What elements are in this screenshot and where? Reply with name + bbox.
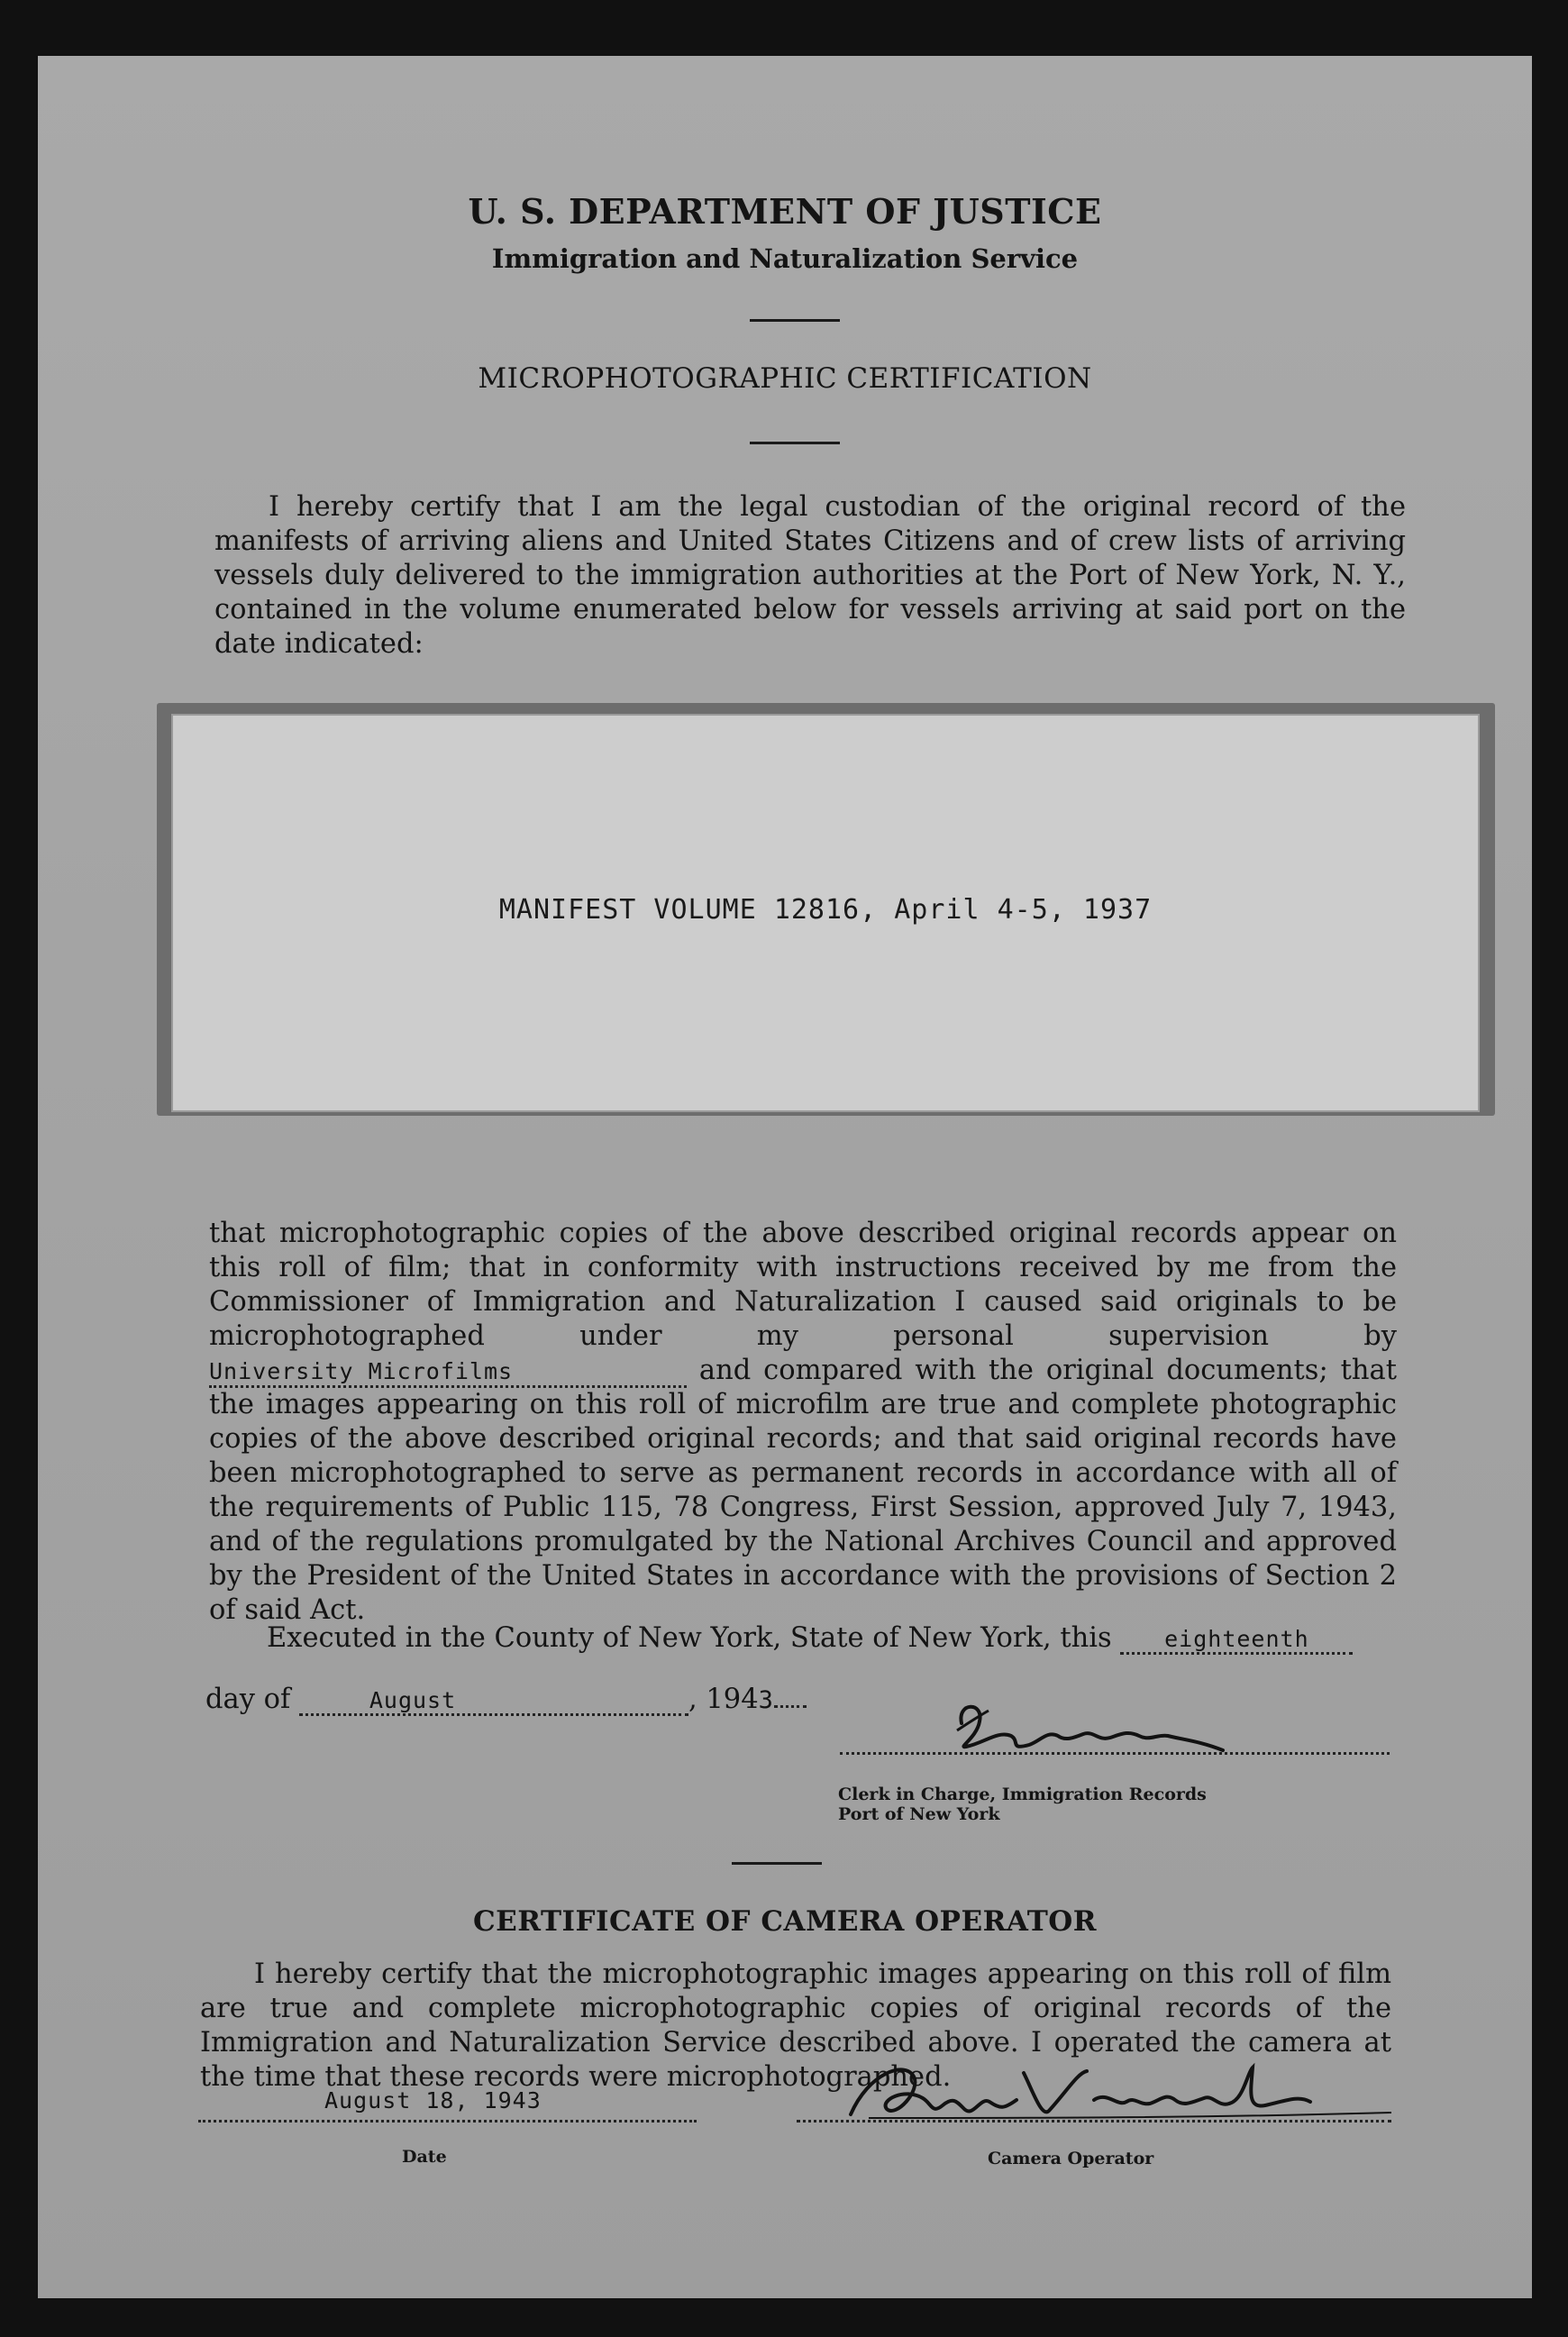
camera-operator-paragraph: I hereby certify that the microphotographic images appearing on this roll of film are true and complete microphotographic copies of original records of the Immigration and Naturalization Service described above. I operated the camera at the time that these records were microphotographed. bbox=[200, 1958, 1391, 2093]
camera-operator-title: CERTIFICATE OF CAMERA OPERATOR bbox=[472, 1905, 1098, 1938]
date-label: Date bbox=[402, 2147, 447, 2167]
year-prefix: , 194 bbox=[688, 1684, 759, 1715]
divider-rule bbox=[750, 319, 840, 322]
operator-signature-area bbox=[797, 2055, 1391, 2136]
body-text-part2: and compared with the original documents; that the images appearing on this roll of microfilm are true and complete photographic copies of the above described original records; and that said original records have been microphotographed to serve as permanent records in accordance with all of the requirements of Public 115, 78 Congress, First Session, approved July 7, 1943, and of the regulations promulgated by the National Archives Council and approved by the President of the United States in accordance with the provisions of Section 2 of said Act. bbox=[209, 1355, 1397, 1626]
certificate-sheet bbox=[38, 56, 1532, 2298]
execution-line bbox=[267, 1622, 1402, 1655]
supervised-by-field bbox=[209, 1357, 687, 1388]
date-line bbox=[205, 1684, 807, 1716]
execution-prefix: Executed in the County of New York, State of New York, this bbox=[267, 1622, 1112, 1654]
clerk-signature-icon bbox=[804, 1694, 1390, 1766]
year-digit: 3 bbox=[758, 1686, 774, 1714]
body-paragraph bbox=[209, 1217, 1397, 1628]
divider-rule bbox=[750, 442, 840, 444]
body-text-part1: that microphotographic copies of the above described original records appear on this roll of film; that in conformity with instructions received by me from the Commissioner of Immigration and Naturalization I caused said originals to be microphotographed under my personal supervision by bbox=[209, 1218, 1397, 1352]
camera-date-value: August 18, 1943 bbox=[324, 2087, 542, 2113]
month-field bbox=[299, 1687, 688, 1716]
service-subheading: Immigration and Naturalization Service bbox=[491, 243, 1079, 274]
clerk-title bbox=[838, 1785, 1207, 1824]
manifest-volume-text: MANIFEST VOLUME 12816, April 4-5, 1937 bbox=[498, 894, 1153, 926]
month-value: August bbox=[369, 1687, 457, 1713]
day-of-label: day of bbox=[205, 1684, 291, 1715]
clerk-signature-line bbox=[840, 1752, 1390, 1755]
clerk-signature-area bbox=[804, 1694, 1390, 1766]
department-heading: U. S. DEPARTMENT OF JUSTICE bbox=[468, 191, 1102, 232]
camera-operator-label: Camera Operator bbox=[988, 2149, 1154, 2168]
supervised-by-value: University Microfilms bbox=[209, 1358, 514, 1384]
execution-day-field bbox=[1120, 1626, 1353, 1655]
certification-title: MICROPHOTOGRAPHIC CERTIFICATION bbox=[478, 362, 1092, 395]
clerk-title-line2: Port of New York bbox=[838, 1804, 1000, 1824]
intro-paragraph: I hereby certify that I am the legal custodian of the original record of the manifests of arriving aliens and United States Citizens and of crew lists of arriving vessels duly delivered to the immigration authorities at the Port of New York, N. Y., contained in the volume enumerated below for vessels arriving at said port on the date indicated: bbox=[214, 491, 1406, 660]
operator-signature-icon bbox=[797, 2055, 1391, 2136]
execution-day-value: eighteenth bbox=[1164, 1626, 1309, 1652]
manifest-box bbox=[171, 714, 1480, 1112]
clerk-title-line1: Clerk in Charge, Immigration Records bbox=[838, 1785, 1207, 1804]
divider-rule bbox=[732, 1862, 822, 1865]
